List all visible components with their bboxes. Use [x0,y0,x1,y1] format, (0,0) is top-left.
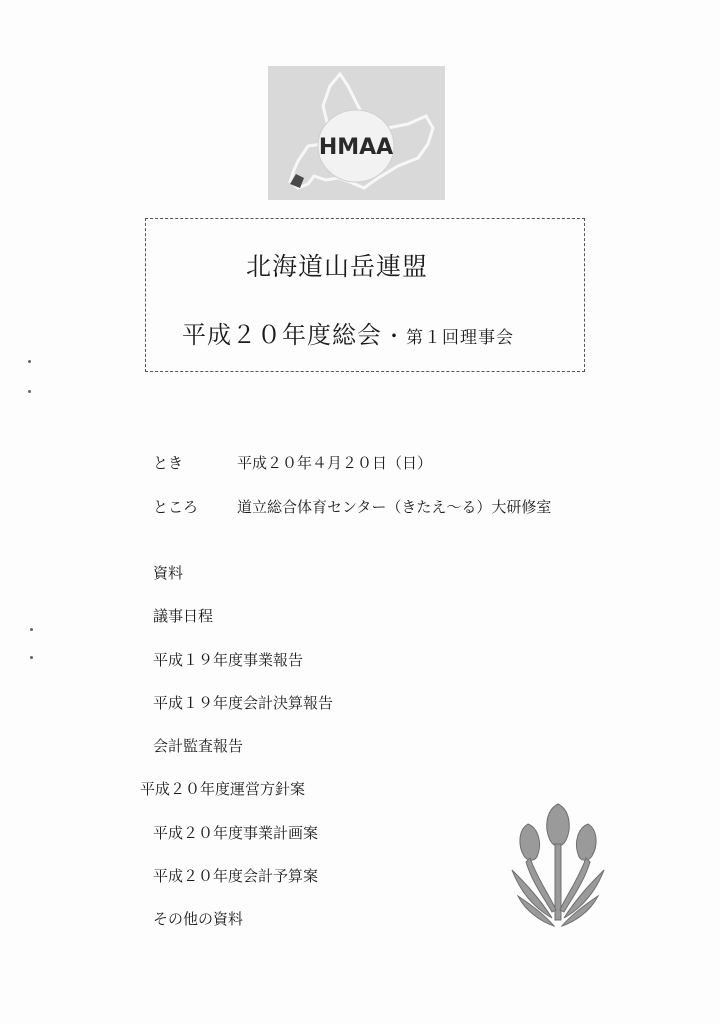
meeting-title-sub: 第１回理事会 [406,328,514,348]
scan-speck [28,390,31,393]
hokkaido-map-icon [268,66,445,200]
list-item: 平成１９年度事業報告 [153,651,304,669]
place-label: ところ [153,498,199,516]
date-value: 平成２０年４月２０日（日） [237,454,433,472]
list-item: その他の資料 [153,910,244,928]
scan-speck [30,628,33,631]
tulip-emblem-icon [508,800,608,935]
list-item: 議事日程 [153,607,214,625]
organization-title: 北海道山岳連盟 [246,252,429,281]
list-item: 平成２０年度運営方針案 [140,780,306,798]
date-label: とき [153,454,184,472]
scan-speck [28,360,31,363]
list-item: 平成２０年度会計予算案 [153,867,319,885]
list-item: 資料 [153,564,184,582]
meeting-title [182,315,514,350]
meeting-title-main: 平成２０年度総会 [182,321,382,349]
title-box [145,218,585,372]
list-item: 平成２０年度事業計画案 [153,824,319,842]
list-item: 平成１９年度会計決算報告 [153,694,334,712]
svg-text:HMAA: HMAA [318,135,394,160]
meeting-title-separator: ・ [384,324,404,348]
list-item: 会計監査報告 [153,737,244,755]
hmaa-logo [268,66,445,200]
place-value: 道立総合体育センター（きたえ〜る）大研修室 [237,498,552,516]
scan-speck [30,656,33,659]
